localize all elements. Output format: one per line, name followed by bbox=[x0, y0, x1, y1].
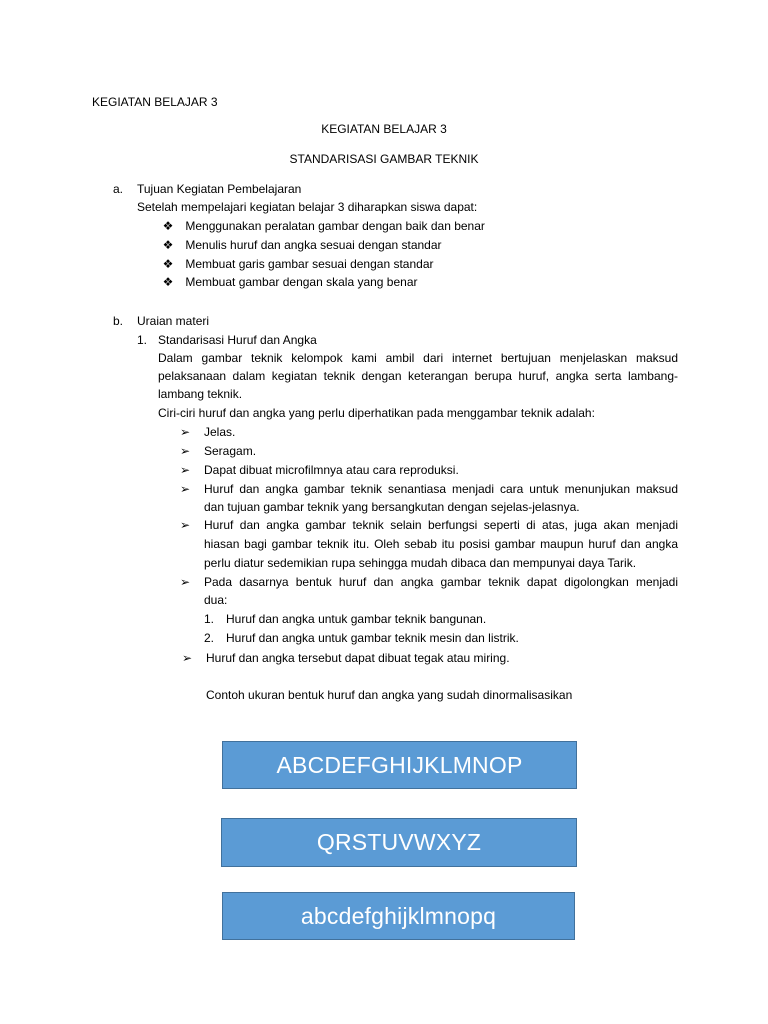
list-item: ❖ Membuat garis gambar sesuai dengan standar bbox=[160, 256, 434, 272]
section-a-marker: a. bbox=[113, 182, 124, 196]
arrow-bullet-icon: ➢ bbox=[180, 575, 191, 589]
list-item: Seragam. bbox=[204, 444, 257, 458]
arrow-bullet-icon: ➢ bbox=[180, 425, 191, 439]
sample-box-uppercase-q-z bbox=[221, 818, 577, 867]
list-item: Huruf dan angka gambar teknik senantiasa menjadi cara untuk menunjukan maksud bbox=[204, 482, 678, 496]
arrow-bullet-icon: ➢ bbox=[180, 444, 191, 458]
list-item: Dapat dibuat microfilmnya atau cara reproduksi. bbox=[204, 463, 459, 477]
diamond-bullet-icon: ❖ bbox=[162, 238, 174, 252]
arrow-bullet-icon: ➢ bbox=[180, 463, 191, 477]
criteria-intro: Ciri-ciri huruf dan angka yang perlu diperhatikan pada menggambar teknik adalah: bbox=[158, 406, 595, 420]
section-b-marker: b. bbox=[113, 314, 124, 328]
section-a-intro: Setelah mempelajari kegiatan belajar 3 diharapkan siswa dapat: bbox=[137, 200, 478, 214]
page-subtitle: STANDARISASI GAMBAR TEKNIK bbox=[289, 152, 479, 166]
subsection-marker: 1. bbox=[137, 333, 148, 347]
numbered-item: Huruf dan angka untuk gambar teknik mesin dan listrik. bbox=[226, 631, 519, 645]
list-item: ❖ Menggunakan peralatan gambar dengan baik dan benar bbox=[160, 218, 485, 234]
numbered-marker: 2. bbox=[204, 631, 215, 645]
diamond-bullet-icon: ❖ bbox=[162, 219, 174, 233]
list-item-continued: dan tujuan gambar teknik yang bersangkutan dengan sejelas-jelasnya. bbox=[204, 500, 580, 514]
header-title: KEGIATAN BELAJAR 3 bbox=[92, 95, 218, 109]
numbered-item: Huruf dan angka untuk gambar teknik bangunan. bbox=[226, 612, 487, 626]
list-item: ❖ Menulis huruf dan angka sesuai dengan standar bbox=[160, 237, 442, 253]
list-item: Jelas. bbox=[204, 425, 236, 439]
sample-text: abcdefghijklmnopq bbox=[300, 902, 497, 929]
paragraph-line: Dalam gambar teknik kelompok kami ambil dari internet bertujuan menjelaskan maksud bbox=[158, 351, 678, 365]
section-b-heading: Uraian materi bbox=[137, 314, 210, 328]
list-item: Huruf dan angka tersebut dapat dibuat tegak atau miring. bbox=[206, 651, 510, 665]
paragraph-line: lambang teknik. bbox=[158, 387, 243, 401]
list-item: Pada dasarnya bentuk huruf dan angka gambar teknik dapat digolongkan menjadi bbox=[204, 575, 678, 589]
paragraph-line: pelaksanaan dalam kegiatan teknik dengan keterangan berupa huruf, angka serta lambang- bbox=[158, 369, 678, 383]
list-item-continued: perlu diatur sedemikian rupa sehingga mudah dibaca dan mempunyai daya Tarik. bbox=[204, 556, 637, 570]
subsection-heading: Standarisasi Huruf dan Angka bbox=[158, 333, 317, 347]
list-item: Huruf dan angka gambar teknik selain berfungsi seperti di atas, juga akan menjadi bbox=[204, 518, 678, 532]
numbered-marker: 1. bbox=[204, 612, 215, 626]
example-caption: Contoh ukuran bentuk huruf dan angka yang sudah dinormalisasikan bbox=[206, 688, 573, 702]
sample-box-uppercase-a-p bbox=[222, 741, 577, 789]
arrow-bullet-icon: ➢ bbox=[182, 651, 193, 665]
sample-box-lowercase bbox=[222, 892, 575, 940]
diamond-bullet-icon: ❖ bbox=[162, 275, 174, 289]
sample-text: QRSTUVWXYZ bbox=[316, 829, 482, 855]
sample-text: ABCDEFGHIJKLMNOP bbox=[276, 751, 523, 778]
list-item-continued: dua: bbox=[204, 593, 228, 607]
list-item-continued: hiasan bagi gambar teknik itu. Oleh sebab itu posisi gambar maupun huruf dan angka bbox=[204, 537, 678, 551]
page-title: KEGIATAN BELAJAR 3 bbox=[321, 122, 447, 136]
list-item: ❖ Membuat gambar dengan skala yang benar bbox=[160, 274, 418, 290]
diamond-bullet-icon: ❖ bbox=[162, 257, 174, 271]
arrow-bullet-icon: ➢ bbox=[180, 482, 191, 496]
section-a-heading: Tujuan Kegiatan Pembelajaran bbox=[137, 182, 302, 196]
arrow-bullet-icon: ➢ bbox=[180, 518, 191, 532]
